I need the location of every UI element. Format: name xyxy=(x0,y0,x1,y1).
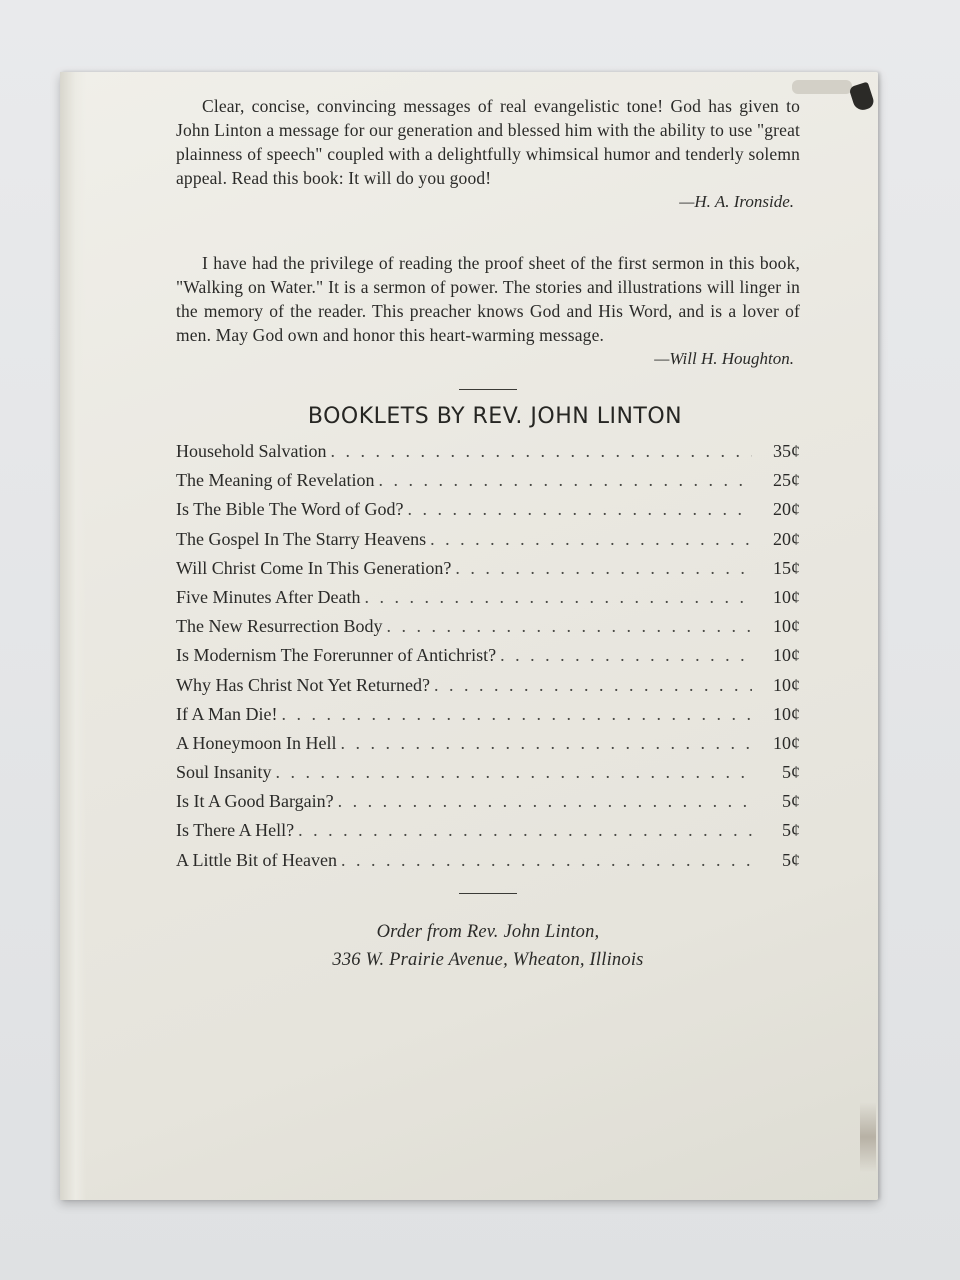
booklet-title: Household Salvation xyxy=(176,441,327,461)
torn-corner xyxy=(848,82,875,113)
booklet-item xyxy=(176,816,800,845)
booklet-price: 25¢ xyxy=(773,470,800,491)
booklet-price: 5¢ xyxy=(782,762,800,783)
booklet-price: 15¢ xyxy=(773,557,800,578)
booklet-title: Soul Insanity xyxy=(176,762,272,783)
booklet-price: 20¢ xyxy=(773,499,800,520)
booklet-title: Is There A Hell? xyxy=(176,820,295,841)
booklet-item xyxy=(176,846,800,875)
dot-leader xyxy=(341,846,752,875)
booklet-price: 10¢ xyxy=(773,645,800,666)
dot-leader xyxy=(331,437,753,466)
booklet-title: Is Modernism The Forerunner of Antichrist? xyxy=(176,645,497,666)
dot-leader xyxy=(500,641,752,670)
booklet-title: The Gospel In The Starry Heavens xyxy=(176,528,427,549)
divider xyxy=(459,893,517,894)
order-line: Order from Rev. John Linton, xyxy=(376,921,600,942)
booklet-price: 10¢ xyxy=(773,586,800,607)
corner-scuff xyxy=(792,80,852,94)
order-info xyxy=(176,918,800,974)
booklet-title: The Meaning of Revelation xyxy=(176,470,375,491)
booklet-item xyxy=(176,495,800,524)
booklet-title: A Honeymoon In Hell xyxy=(176,732,337,753)
booklet-title: If A Man Die! xyxy=(176,703,278,724)
dot-leader xyxy=(298,816,752,845)
booklet-item xyxy=(176,466,800,495)
booklet-title: A Little Bit of Heaven xyxy=(176,849,337,870)
booklet-price: 5¢ xyxy=(782,820,800,841)
booklet-item xyxy=(176,525,800,554)
booklet-item xyxy=(176,671,800,700)
endorsement-author: —H. A. Ironside. xyxy=(679,192,794,211)
booklet-title: Why Has Christ Not Yet Returned? xyxy=(176,674,430,695)
divider xyxy=(459,389,517,390)
booklets-heading: BOOKLETS BY REV. JOHN LINTON xyxy=(307,404,683,429)
booklet-title: Will Christ Come In This Generation? xyxy=(176,557,452,578)
endorsement-text: Clear, concise, convincing messages of real evangelistic tone! God has given to John Linton a message for our generation and blessed him with the ability to use "great plainness of speech" coupled with a delightfully whimsical humor and tenderly solemn appeal. Read this book: It will do you good! xyxy=(176,96,800,188)
booklet-item xyxy=(176,787,800,816)
booklet-item xyxy=(176,583,800,612)
dot-leader xyxy=(340,729,752,758)
dot-leader xyxy=(434,671,752,700)
booklet-price: 35¢ xyxy=(773,441,800,461)
dot-leader xyxy=(281,700,752,729)
booklet-title: Is The Bible The Word of God? xyxy=(176,499,404,520)
booklet-list xyxy=(176,437,800,875)
booklet-price: 10¢ xyxy=(773,703,800,724)
booklet-price: 20¢ xyxy=(773,528,800,549)
booklet-item xyxy=(176,437,800,466)
dot-leader xyxy=(338,787,752,816)
dot-leader xyxy=(430,525,752,554)
booklet-title: Is It A Good Bargain? xyxy=(176,791,334,812)
edge-wear xyxy=(860,1102,876,1172)
booklet-item xyxy=(176,700,800,729)
endorsement-author: —Will H. Houghton. xyxy=(654,349,794,368)
booklet-title: Five Minutes After Death xyxy=(176,586,361,607)
booklet-item xyxy=(176,641,800,670)
booklet-item xyxy=(176,554,800,583)
booklet-price: 10¢ xyxy=(773,616,800,637)
booklet-item xyxy=(176,729,800,758)
dot-leader xyxy=(378,466,752,495)
endorsement-text: I have had the privilege of reading the proof sheet of the first sermon in this book, "Walking on Water." It is a sermon of power. The stories and illustrations will linger in the memory of the reader. This preacher knows God and His Word, and is a lover of men. May God own and honor this heart-warming message. xyxy=(176,253,800,345)
booklet-price: 10¢ xyxy=(773,732,800,753)
booklet-price: 5¢ xyxy=(782,791,800,812)
cover-text xyxy=(176,94,800,974)
booklet-price: 10¢ xyxy=(773,674,800,695)
dot-leader xyxy=(386,612,752,641)
booklet-item xyxy=(176,612,800,641)
cover-edge xyxy=(60,72,86,1200)
dot-leader xyxy=(276,758,752,787)
dot-leader xyxy=(364,583,752,612)
dot-leader xyxy=(408,495,752,524)
booklet-price: 5¢ xyxy=(782,849,800,870)
booklet-title: The New Resurrection Body xyxy=(176,616,383,637)
order-address: 336 W. Prairie Avenue, Wheaton, Illinois xyxy=(332,949,644,970)
dot-leader xyxy=(455,554,752,583)
booklet-item xyxy=(176,758,800,787)
